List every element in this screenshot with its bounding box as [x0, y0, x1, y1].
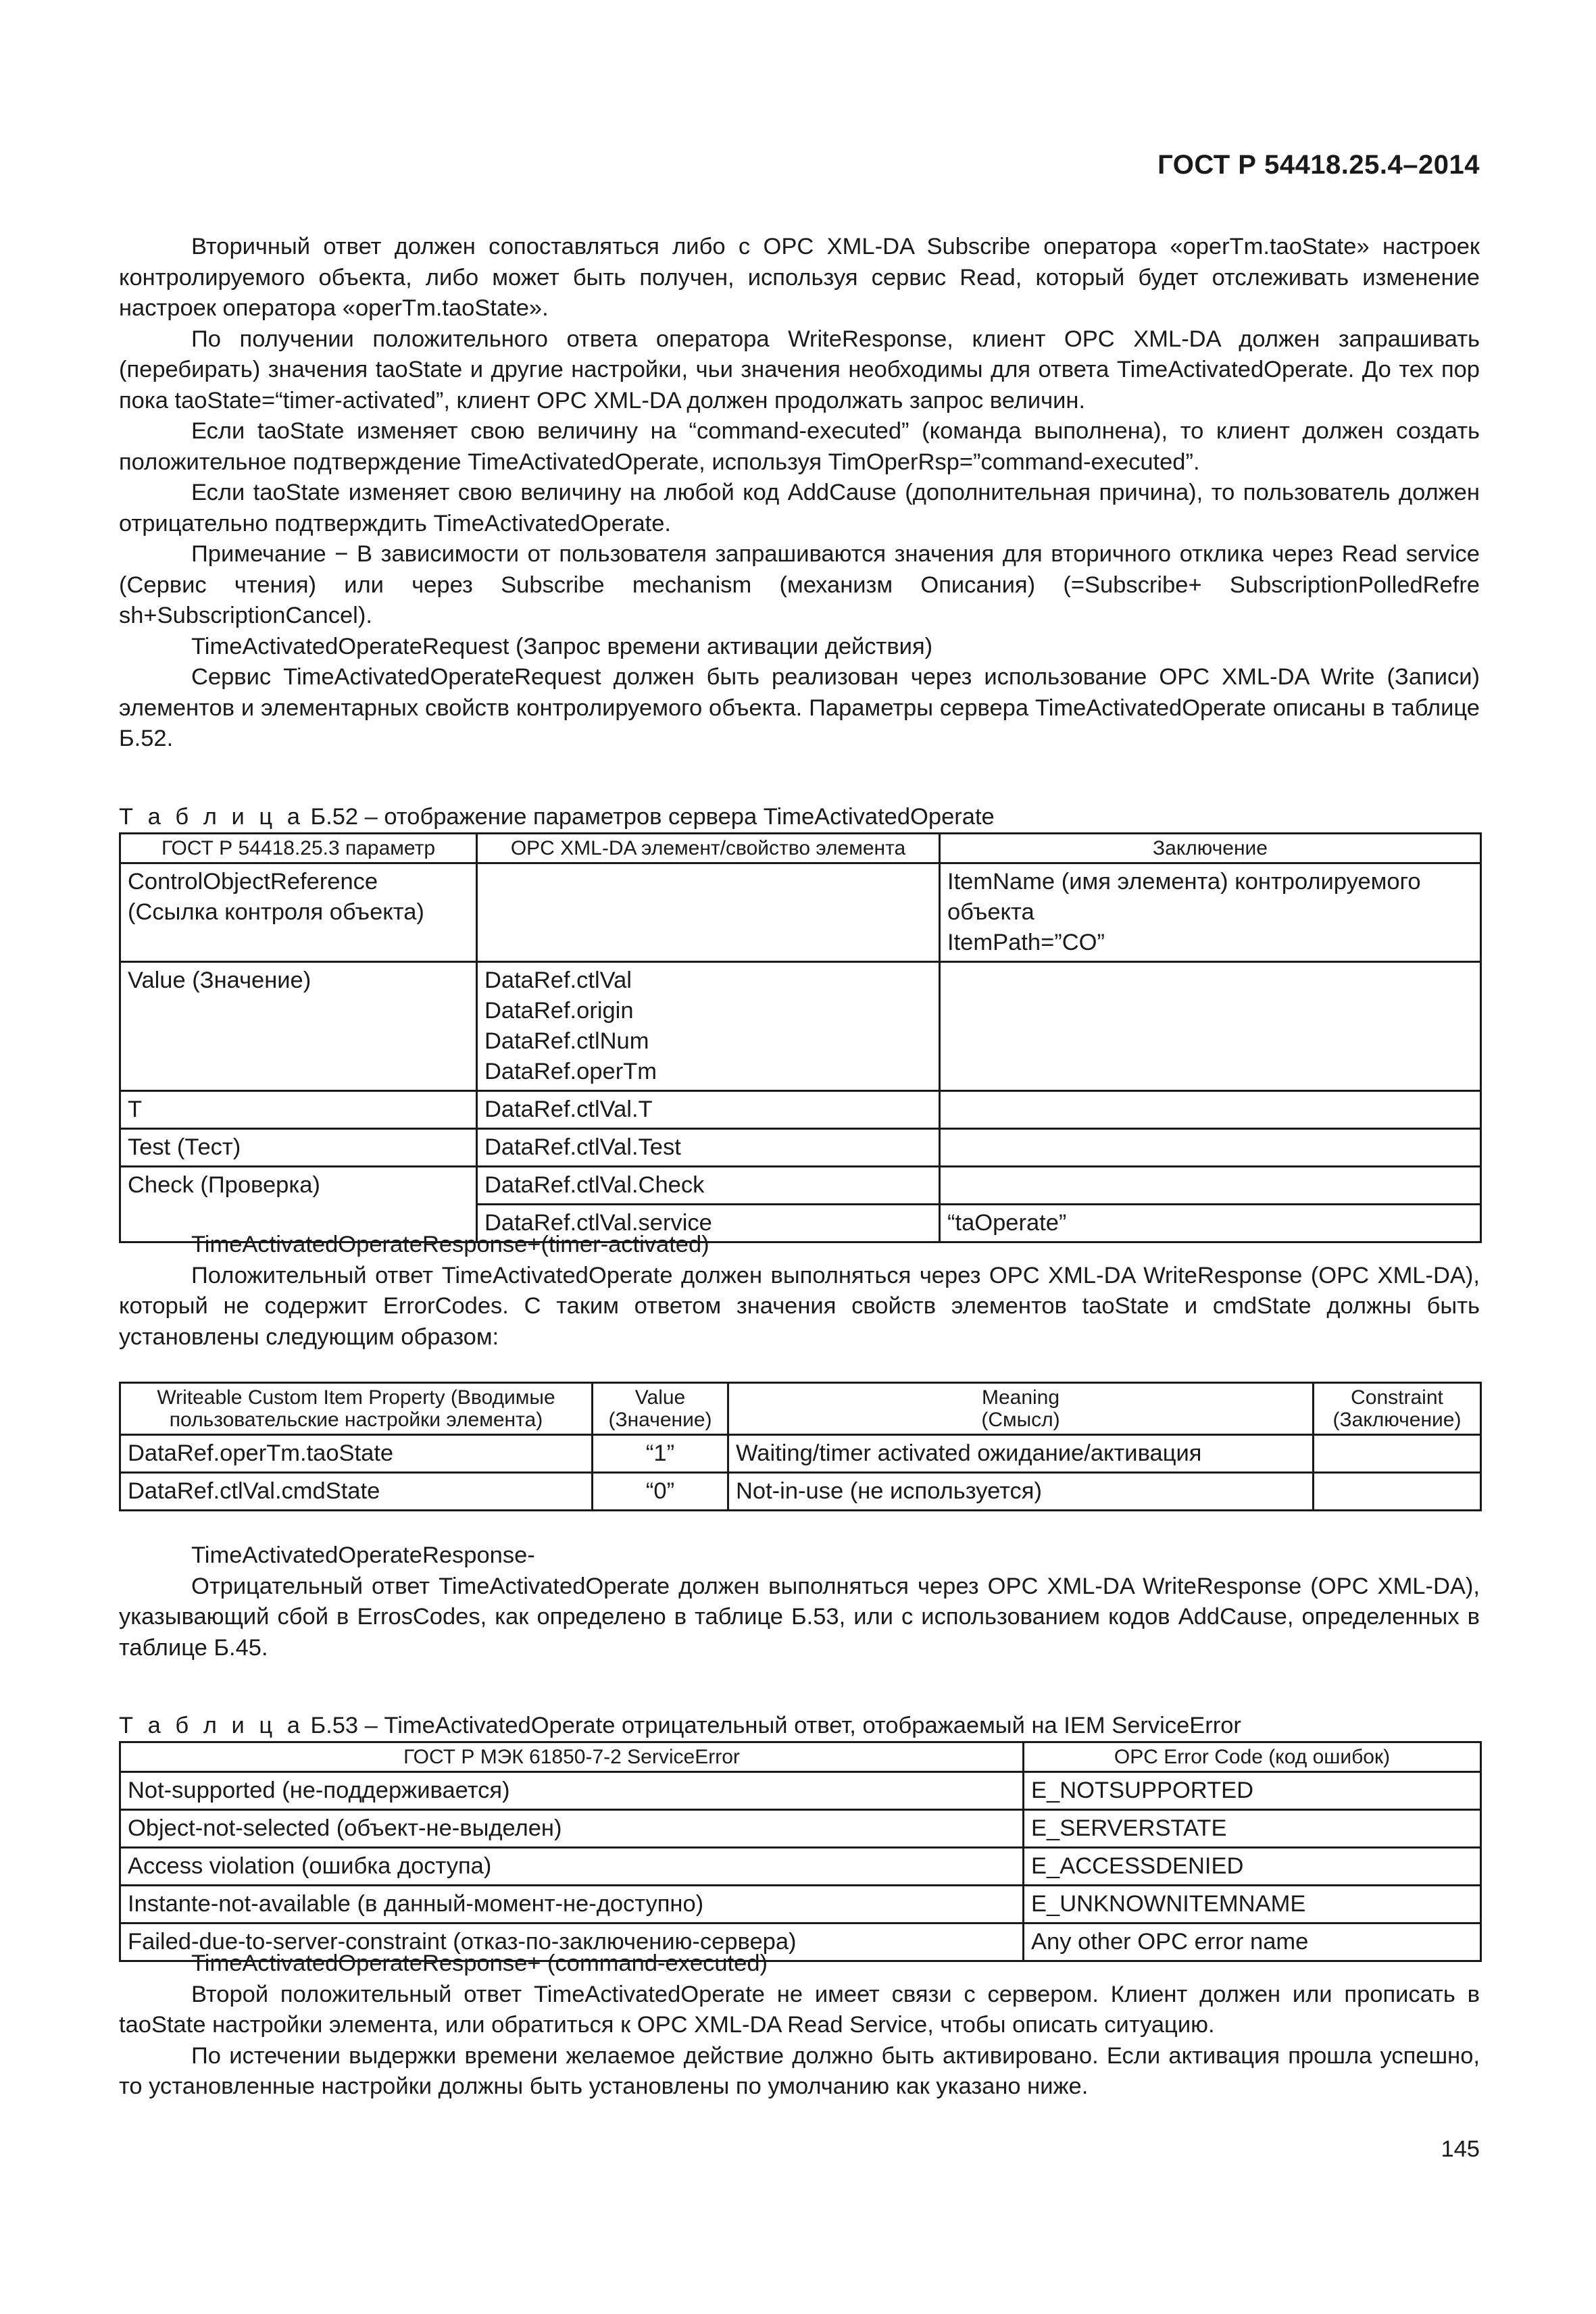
paragraph: Положительный ответ TimeActivatedOperate должен выполняться через OPC XML-DA WriteResponse (OPC XML-DA), который не содержит ErrorCodes. С таким ответом значения свойств элементов taoState и cmdState должны быть установлены следующим образом: — [119, 1262, 1480, 1350]
table-cell: “0” — [593, 1473, 728, 1511]
table-cell: Test (Тест) — [120, 1129, 477, 1167]
table-cell — [1314, 1473, 1481, 1511]
table-caption — [119, 802, 1480, 832]
section-negative-response — [119, 1540, 1480, 1663]
table-row — [120, 1473, 1481, 1511]
column-header — [1314, 1383, 1481, 1435]
cell-line: DataRef.ctlVal — [484, 967, 632, 993]
caption-text: Б.52 – отображение параметров сервера TimeActivatedOperate — [303, 804, 995, 830]
table-header-row — [120, 834, 1481, 863]
table-cell — [940, 1167, 1481, 1205]
subheading-positive-response: TimeActivatedOperateResponse+(timer-activated) — [191, 1232, 709, 1257]
table-cell: DataRef.ctlVal.Test — [477, 1129, 940, 1167]
table-cell: Not-supported (не-поддерживается) — [120, 1772, 1024, 1810]
section-positive-response — [119, 1230, 1480, 1353]
table-row — [120, 1810, 1481, 1848]
table-cell: DataRef.ctlVal.cmdState — [120, 1473, 593, 1511]
cell-line: DataRef.ctlNum — [484, 1028, 649, 1054]
table-cell: T — [120, 1091, 477, 1129]
paragraph: Отрицательный ответ TimeActivatedOperate должен выполняться через OPC XML-DA WriteResponse (OPC XML-DA), указывающий сбой в ErrosCodes, как определено в таблице Б.53, или с использованием кодов AddCause, определенных в таблице Б.45. — [119, 1573, 1480, 1661]
header-line: (Смысл) — [981, 1409, 1060, 1431]
table-cell — [477, 962, 940, 1091]
table-cell: DataRef.ctlVal.Check — [477, 1167, 940, 1205]
table-cell — [940, 1091, 1481, 1129]
subheading-request: TimeActivatedOperateRequest (Запрос времени активации действия) — [191, 633, 933, 659]
header-line: пользовательские настройки элемента) — [169, 1409, 543, 1431]
header-line: Writeable Custom Item Property (Вводимые — [157, 1386, 555, 1409]
table-row — [120, 1091, 1481, 1129]
caption-prefix: Т а б л и ц а — [119, 1713, 304, 1738]
table-cell: E_UNKNOWNITEMNAME — [1024, 1886, 1481, 1923]
table-cell: Object-not-selected (объект-не-выделен) — [120, 1810, 1024, 1848]
column-header — [728, 1383, 1314, 1435]
table-row — [120, 1886, 1481, 1923]
table-cell: E_NOTSUPPORTED — [1024, 1772, 1481, 1810]
table-cell — [120, 962, 477, 1091]
table-cell: E_SERVERSTATE — [1024, 1810, 1481, 1848]
table-cell: E_ACCESSDENIED — [1024, 1848, 1481, 1886]
header-line: Constraint — [1351, 1386, 1443, 1409]
service-error-table — [119, 1741, 1482, 1962]
header-line: (Значение) — [608, 1409, 712, 1431]
item-properties-table — [119, 1382, 1482, 1511]
parameters-table — [119, 832, 1482, 1243]
section-command-executed — [119, 1948, 1480, 2103]
paragraph: По истечении выдержки времени желаемое действие должно быть активировано. Если активация прошла успешно, то установленные настройки должны быть установлены по умолчанию как указано ниже. — [119, 2042, 1480, 2099]
table-cell: Any other OPC error name — [1024, 1923, 1481, 1961]
table-cell: Check (Проверка) — [120, 1167, 477, 1205]
table-cell: Access violation (ошибка доступа) — [120, 1848, 1024, 1886]
column-header: OPC Error Code (код ошибок) — [1024, 1742, 1481, 1772]
table-cell: Waiting/timer activated ожидание/активация — [728, 1435, 1314, 1473]
table-cell — [940, 1129, 1481, 1167]
header-line: Meaning — [981, 1386, 1060, 1409]
table-caption — [119, 1711, 1480, 1741]
table-row — [120, 863, 1481, 962]
table-cell: Not-in-use (не используется) — [728, 1473, 1314, 1511]
table-cell — [477, 863, 940, 962]
table-item-properties — [119, 1382, 1480, 1511]
column-header: Заключение — [940, 834, 1481, 863]
column-header — [593, 1383, 728, 1435]
subheading-negative-response: TimeActivatedOperateResponse- — [191, 1542, 535, 1568]
subheading-command-executed: TimeActivatedOperateResponse+ (command-executed) — [191, 1951, 768, 1976]
table-cell — [120, 863, 477, 962]
table-b52 — [119, 802, 1480, 1243]
table-cell: “1” — [593, 1435, 728, 1473]
table-cell: Instante-not-available (в данный-момент-не-доступно) — [120, 1886, 1024, 1923]
table-cell — [940, 863, 1481, 962]
paragraph: Второй положительный ответ TimeActivatedOperate не имеет связи с сервером. Клиент должен или прописать в taoState настройки элемента, или обратиться к OPC XML-DA Read Service, чтобы описать ситуацию. — [119, 1981, 1480, 2038]
column-header: ГОСТ Р 54418.25.3 параметр — [120, 834, 477, 863]
document-code-header: ГОСТ Р 54418.25.4–2014 — [1157, 150, 1480, 180]
cell-line: Value (Значение) — [128, 967, 311, 993]
table-cell: “taOperate” — [940, 1205, 1481, 1242]
paragraph: Вторичный ответ должен сопоставляться либо с OPC XML-DA Subscribe оператора «operTm.taoState» настроек контролируемого объекта, либо может быть получен, используя сервис Read, который будет отслеживать изменение настроек оператора «operTm.taoState». — [119, 234, 1480, 321]
table-row — [120, 1167, 1481, 1205]
paragraph: Если taoState изменяет свою величину на “command-executed” (команда выполнена), то клиент должен создать положительное подтверждение TimeActivatedOperate, используя TimOperRsp=”command-executed”. — [119, 418, 1480, 475]
note-paragraph: Примечание − В зависимости от пользователя запрашиваются значения для вторичного отклика через Read service (Сервис чтения) или через Subscribe mechanism (механизм Описания) (=Subscribe+ SubscriptionPolledRefre sh+SubscriptionCancel). — [119, 541, 1480, 628]
section-secondary-response — [119, 232, 1480, 755]
column-header: ГОСТ Р МЭК 61850-7-2 ServiceError — [120, 1742, 1024, 1772]
table-cell — [1314, 1435, 1481, 1473]
cell-line: (Ссылка контроля объекта) — [128, 899, 424, 925]
cell-line: DataRef.origin — [484, 998, 634, 1024]
table-cell: DataRef.operTm.taoState — [120, 1435, 593, 1473]
table-row — [120, 1129, 1481, 1167]
paragraph: Сервис TimeActivatedOperateRequest должен быть реализован через использование OPC XML-DA Write (Записи) элементов и элементарных свойств контролируемого объекта. Параметры сервера TimeActivatedOperate описаны в таблице Б.52. — [119, 664, 1480, 751]
caption-text: Б.53 – TimeActivatedOperate отрицательный ответ, отображаемый на IEM ServiceError — [303, 1713, 1241, 1738]
header-line: Value — [634, 1386, 686, 1409]
cell-line: ItemPath=”CO” — [947, 930, 1105, 955]
column-header: OPC XML-DA элемент/свойство элемента — [477, 834, 940, 863]
table-cell: Failed-due-to-server-constraint (отказ-по-заключению-сервера) — [120, 1923, 1024, 1961]
table-b53 — [119, 1711, 1480, 1962]
table-row — [120, 1848, 1481, 1886]
table-header-row — [120, 1742, 1481, 1772]
table-row — [120, 962, 1481, 1091]
paragraph: По получении положительного ответа оператора WriteResponse, клиент OPC XML-DA должен запрашивать (перебирать) значения taoState и другие настройки, чьи значения необходимы для ответа TimeActivatedOperate. До тех пор пока taoState=“timer-activated”, клиент OPC XML-DA должен продолжать запрос величин. — [119, 326, 1480, 413]
table-cell — [940, 962, 1481, 1091]
cell-line: объекта — [947, 899, 1034, 925]
cell-line: ItemName (имя элемента) контролируемого — [947, 869, 1421, 895]
header-line: (Заключение) — [1332, 1409, 1462, 1431]
paragraph: Если taoState изменяет свою величину на любой код AddCause (дополнительная причина), то пользователь должен отрицательно подтверждить TimeActivatedOperate. — [119, 480, 1480, 536]
cell-line: ControlObjectReference — [128, 869, 378, 895]
table-cell: DataRef.ctlVal.service — [477, 1205, 940, 1242]
table-row — [120, 1772, 1481, 1810]
column-header — [120, 1383, 593, 1435]
table-cell: DataRef.ctlVal.T — [477, 1091, 940, 1129]
table-row — [120, 1435, 1481, 1473]
page-number: 145 — [1441, 2136, 1480, 2162]
cell-line: DataRef.operTm — [484, 1059, 657, 1084]
caption-prefix: Т а б л и ц а — [119, 804, 304, 830]
table-header-row — [120, 1383, 1481, 1435]
